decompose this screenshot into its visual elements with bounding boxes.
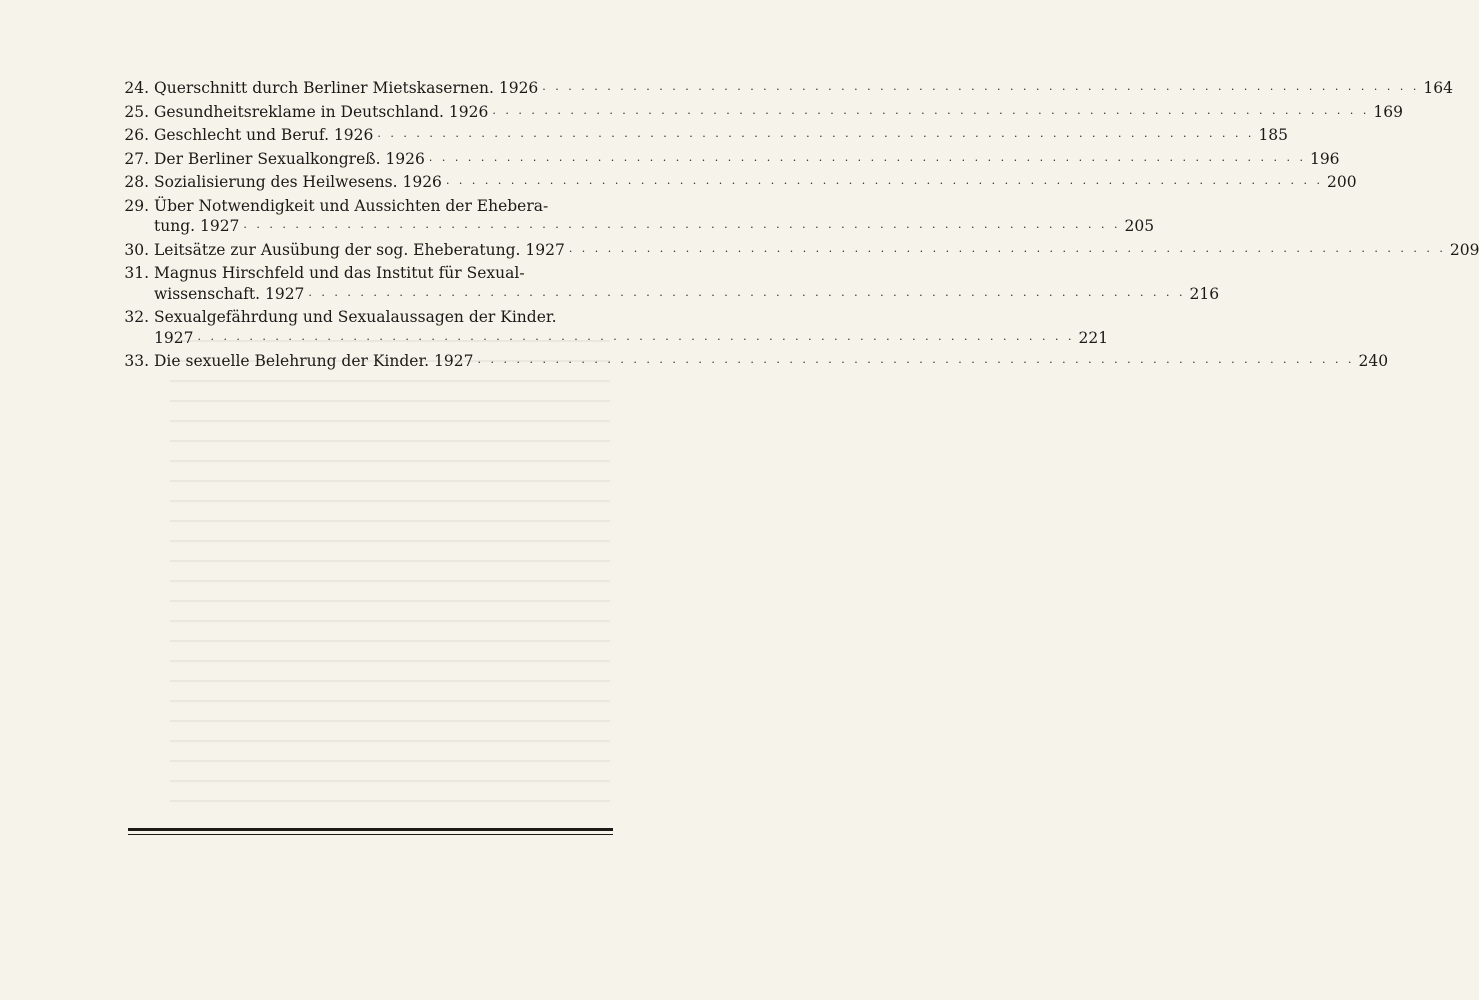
entry-page-number: 196 — [1309, 149, 1340, 168]
entry-title: Querschnitt durch Berliner Mietskasernen. 1926 — [154, 79, 539, 97]
entry-page-number: 164 — [1423, 79, 1453, 97]
entry-page-number: 200 — [1326, 173, 1357, 191]
entry-title: Geschlecht und Beruf. 1926 — [154, 126, 374, 144]
toc-entry — [120, 196, 1155, 239]
entry-title: Der Berliner Sexualkongreß. 1926 — [154, 149, 425, 168]
entry-page-number: 240 — [1358, 352, 1389, 370]
entry-title: Sexualgefährdung und Sexualaussagen der Kinder. — [154, 308, 557, 326]
toc-entry — [120, 240, 1479, 263]
entry-title: Magnus Hirschfeld und das Institut für Sexual- — [154, 264, 525, 282]
toc-entry — [120, 263, 1220, 306]
leader-dots — [308, 286, 1185, 307]
entry-number: 24. — [124, 79, 149, 97]
entry-page-number: 221 — [1078, 328, 1109, 347]
entry-title-continuation: wissenschaft. 1927 — [154, 284, 305, 303]
entry-page-number: 205 — [1124, 217, 1155, 235]
leader-dots — [542, 80, 1419, 101]
leader-dots — [446, 174, 1323, 195]
entry-page-number: 216 — [1189, 284, 1220, 303]
entry-number: 33. — [124, 352, 149, 370]
table-of-contents — [120, 78, 1479, 375]
entry-number: 30. — [124, 240, 149, 259]
toc-entry — [120, 102, 1404, 125]
entry-title: Sozialisierung des Heilwesens. 1926 — [154, 173, 442, 191]
toc-entry — [120, 149, 1340, 172]
entry-number: 32. — [124, 308, 149, 326]
entry-number: 26. — [124, 126, 149, 144]
leader-dots — [377, 127, 1254, 148]
entry-number: 28. — [124, 173, 149, 191]
entry-page-number: 209 — [1449, 240, 1479, 259]
toc-entry — [120, 125, 1289, 148]
entry-number: 25. — [124, 102, 149, 121]
leader-dots — [569, 242, 1446, 263]
entry-number: 27. — [124, 149, 149, 168]
entry-page-number: 169 — [1373, 102, 1404, 121]
toc-entry — [120, 172, 1357, 195]
toc-entry — [120, 351, 1389, 374]
entry-title-continuation: 1927 — [154, 328, 194, 347]
entry-number: 29. — [124, 196, 149, 215]
entry-title: Über Notwendigkeit und Aussichten der Ehebera- — [154, 196, 549, 215]
entry-title: Gesundheitsreklame in Deutschland. 1926 — [154, 102, 489, 121]
entry-title: Leitsätze zur Ausübung der sog. Eheberatung. 1927 — [154, 240, 565, 259]
entry-title: Die sexuelle Belehrung der Kinder. 1927 — [154, 352, 474, 370]
double-rule-divider — [128, 828, 613, 835]
entry-number: 31. — [124, 264, 149, 282]
leader-dots — [429, 151, 1306, 172]
entry-title-continuation: tung. 1927 — [154, 217, 240, 235]
leader-dots — [477, 353, 1354, 374]
entry-page-number: 185 — [1258, 126, 1289, 144]
bleed-through-text — [170, 330, 610, 810]
toc-entry — [120, 78, 1453, 101]
leader-dots — [243, 218, 1120, 239]
leader-dots — [197, 330, 1074, 351]
leader-dots — [492, 104, 1369, 125]
toc-entry — [120, 307, 1109, 350]
